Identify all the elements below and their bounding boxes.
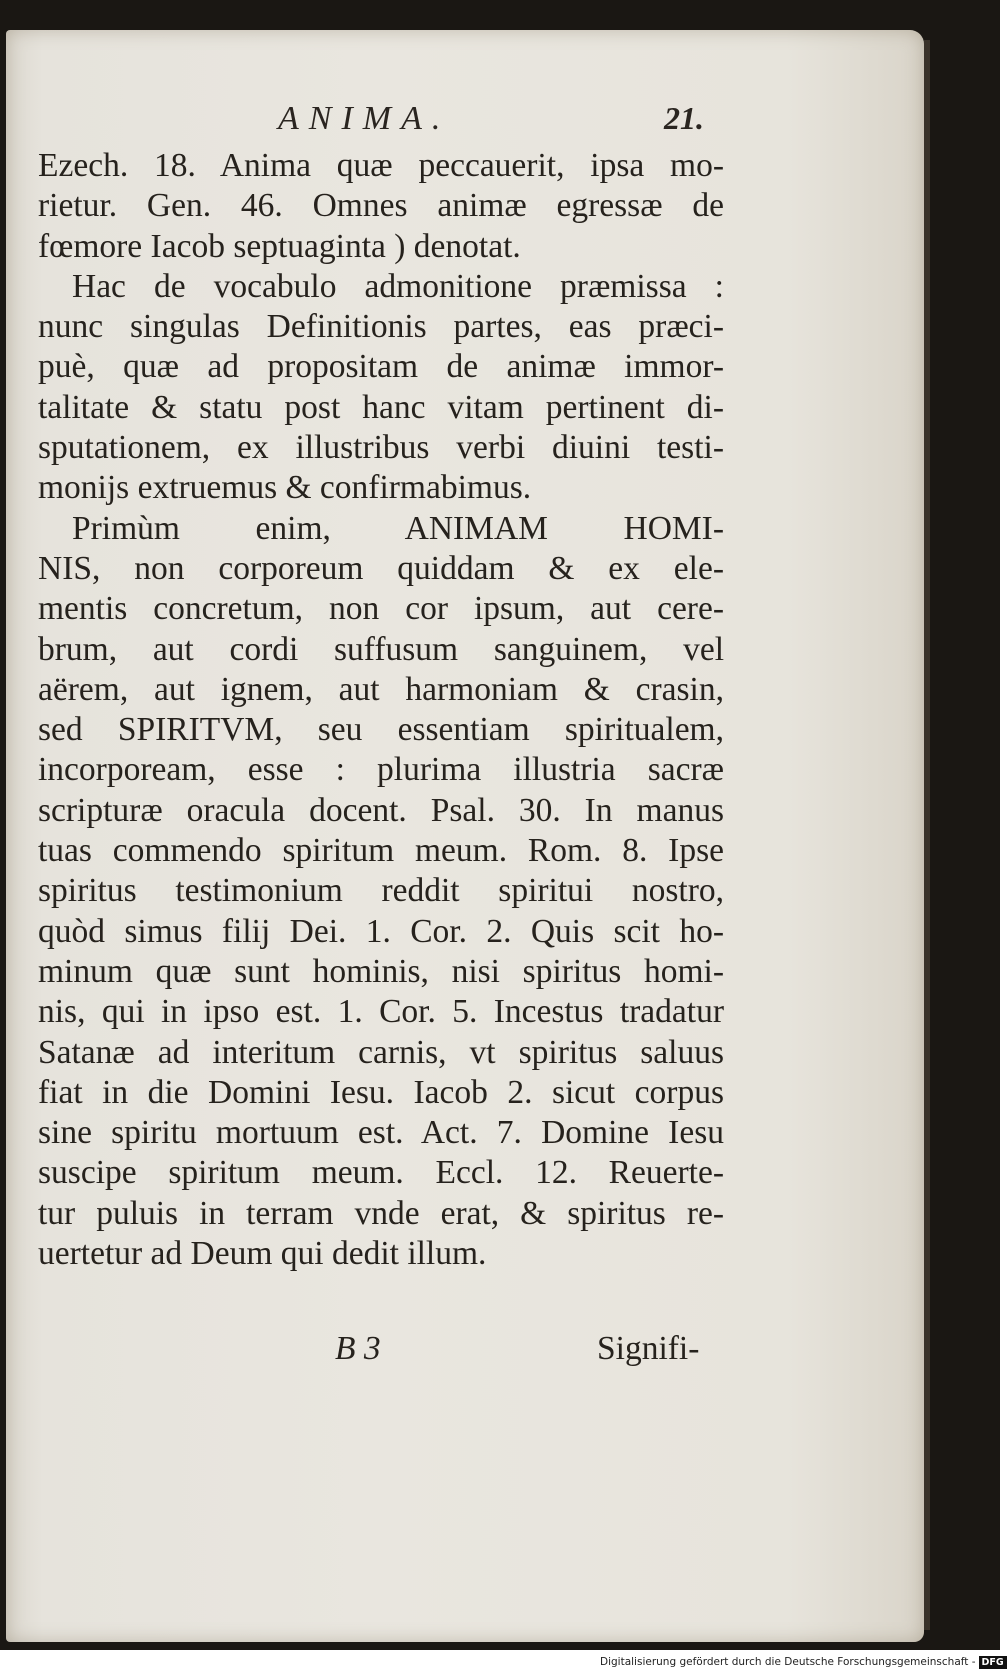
text-line: monijs extruemus & confirmabimus.: [38, 469, 532, 507]
text-line: fœmore Iacob septuaginta ) denotat.: [38, 227, 521, 265]
text-line: tur puluis in terram vnde erat, & spiritus re-: [38, 1194, 724, 1232]
text-line: suscipe spiritum meum. Eccl. 12. Reuerte-: [38, 1154, 724, 1192]
page-number: 21.: [664, 100, 704, 136]
text-line: quòd simus filij Dei. 1. Cor. 2. Quis scit ho-: [38, 912, 724, 950]
digitization-credit: [600, 1656, 1004, 1676]
text-line: nis, qui in ipso est. 1. Cor. 5. Incestus tradatur: [38, 993, 724, 1031]
dfg-logo: DFG: [979, 1656, 1007, 1669]
catchword: Signifi-: [597, 1330, 700, 1367]
text-line: scripturæ oracula docent. Psal. 30. In manus: [38, 791, 724, 829]
text-line: spiritus testimonium reddit spiritui nostro,: [38, 872, 724, 910]
text-line: fiat in die Domini Iesu. Iacob 2. sicut corpus: [38, 1073, 724, 1111]
text-line: incorpoream, esse : plurima illustria sacræ: [38, 751, 724, 789]
text-line: Ezech. 18. Anima quæ peccauerit, ipsa mo-: [38, 147, 724, 184]
text-line: minum quæ sunt hominis, nisi spiritus homi-: [38, 952, 724, 990]
body-text: [38, 146, 724, 1274]
signature-mark: B 3: [335, 1330, 381, 1367]
text-line: Primùm enim, ANIMAM HOMI-: [72, 509, 724, 547]
signature-line: [0, 1330, 1000, 1376]
text-line: aërem, aut ignem, aut harmoniam & crasin,: [38, 670, 724, 708]
credit-text: Digitalisierung gefördert durch die Deutsche Forschungsgemeinschaft -: [600, 1656, 976, 1668]
text-line: NIS, non corporeum quiddam & ex ele-: [38, 549, 724, 587]
page-edge: [924, 40, 930, 1630]
text-line: Hac de vocabulo admonitione præmissa :: [72, 267, 724, 305]
text-line: mentis concretum, non cor ipsum, aut cere-: [38, 590, 724, 628]
text-line: talitate & statu post hanc vitam pertinent di-: [38, 388, 724, 426]
text-line: Satanæ ad interitum carnis, vt spiritus saluus: [38, 1033, 724, 1071]
text-line: tuas commendo spiritum meum. Rom. 8. Ipse: [38, 832, 724, 870]
text-line: rietur. Gen. 46. Omnes animæ egressæ de: [38, 187, 724, 225]
running-head: [0, 100, 1000, 140]
text-line: uertetur ad Deum qui dedit illum.: [38, 1235, 487, 1273]
text-line: sed SPIRITVM, seu essentiam spiritualem,: [38, 711, 724, 749]
running-title: ANIMA.: [278, 100, 451, 137]
text-line: brum, aut cordi suffusum sanguinem, vel: [38, 630, 724, 668]
text-line: sputationem, ex illustribus verbi diuini testi-: [38, 429, 724, 467]
text-line: puè, quæ ad propositam de animæ immor-: [38, 348, 724, 386]
text-line: sine spiritu mortuum est. Act. 7. Domine Iesu: [38, 1114, 724, 1152]
text-line: nunc singulas Definitionis partes, eas præci-: [38, 308, 724, 346]
